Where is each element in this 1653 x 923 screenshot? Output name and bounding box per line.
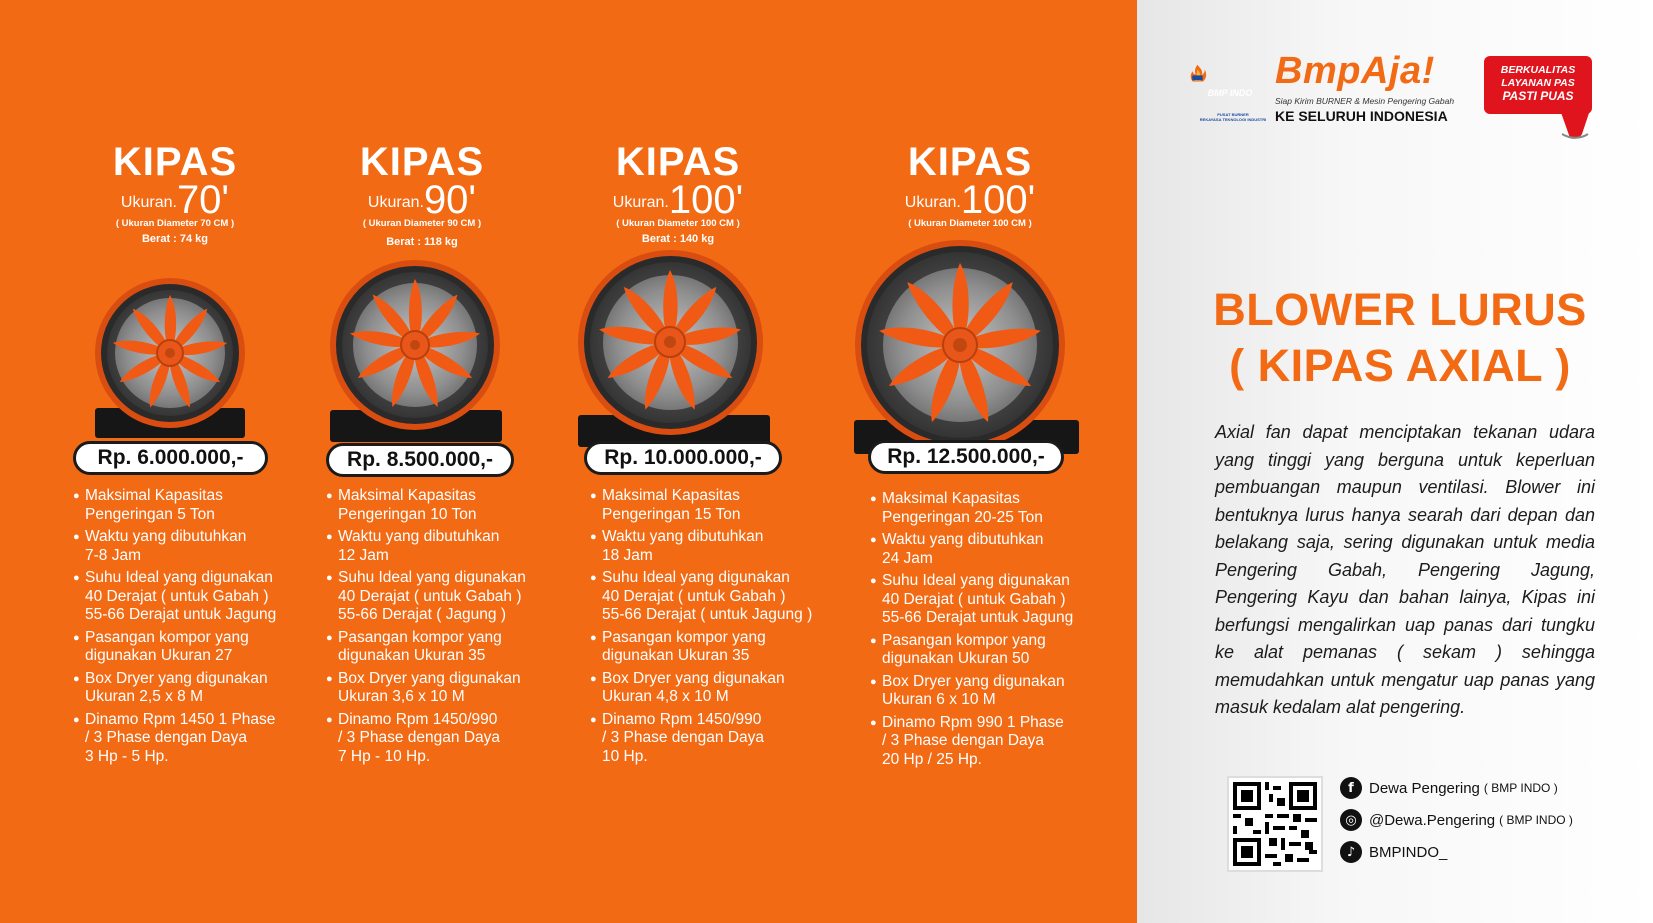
product-description: Axial fan dapat menciptakan tekanan udara yang tinggi yang berguna untuk keperluan pembuangan maupun ventilasi. Blower ini bentuknya lurus hanya searah dari depan dan belakang saja, sering digunakan untuk media Pengering Gabah, Pengering Jagung, Pengering Kayu dan bahan lainya, Kipas ini berfungsi mengalirkan uap panas dari tungku ke alat pemanas ( sekam ) sehingga memudahkan untuk mengatur uap panas yang masuk kedalam alat pengering. [1215,422,1595,717]
social-note: ( BMP INDO ) [1499,813,1573,827]
spec-item: ● Pasangan kompor yang digunakan Ukuran 35 [326,629,576,666]
brand-subline: KE SELURUH INDONESIA [1275,108,1448,124]
product-diameter: ( Ukuran Diameter 100 CM ) [908,218,1032,229]
spec-list [870,490,1120,773]
fan-blades-icon [90,278,250,428]
social-tiktok[interactable] [1340,840,1447,864]
spec-item: ● Pasangan kompor yang digunakan Ukuran 27 [73,629,323,666]
axial-fan-image [90,278,250,448]
spec-item: ● Waktu yang dibutuhkan 24 Jam [870,531,1120,568]
product-diameter: ( Ukuran Diameter 100 CM ) [616,218,740,229]
spec-item: ● Dinamo Rpm 1450 1 Phase / 3 Phase dengan Daya 3 Hp - 5 Hp. [73,711,323,767]
product-weight: Berat : 74 kg [141,233,209,245]
qr-code-icon[interactable] [1227,776,1323,872]
product-card-100 [548,0,813,923]
spec-item: ● Box Dryer yang digunakan Ukuran 4,8 x 10 M [590,670,850,707]
fan-blades-icon [325,260,505,430]
social-facebook[interactable] [1340,776,1558,800]
spec-item: ● Pasangan kompor yang digunakan Ukuran 50 [870,632,1120,669]
social-instagram[interactable] [1340,808,1573,832]
size-prefix: Ukuran. [120,194,177,211]
instagram-icon: ◎ [1340,809,1362,831]
product-card-70 [45,0,305,923]
badge-line-1: BERKUALITAS [1500,64,1576,76]
headline-line-2: ( KIPAS AXIAL ) [1229,340,1571,391]
product-size [840,178,1100,223]
brand-tagline: Siap Kirim BURNER & Mesin Pengering Gabah [1275,96,1455,106]
social-note: ( BMP INDO ) [1483,781,1558,795]
product-title: KIPAS [359,140,485,184]
social-handle: @Dewa.Pengering [1369,811,1496,829]
spec-item: ● Dinamo Rpm 1450/990 / 3 Phase dengan Daya 10 Hp. [590,711,850,767]
facebook-icon: f [1340,777,1362,799]
product-size [45,178,305,223]
product-card-100-large [840,0,1100,923]
product-title: KIPAS [615,140,741,184]
spec-list [590,487,850,770]
spec-item: ● Waktu yang dibutuhkan 12 Jam [326,528,576,565]
spec-item: ● Maksimal Kapasitas Pengeringan 15 Ton [590,487,850,524]
spec-item: ● Maksimal Kapasitas Pengeringan 20-25 Ton [870,490,1120,527]
spec-item: ● Box Dryer yang digunakan Ukuran 3,6 x 10 M [326,670,576,707]
size-prefix: Ukuran. [612,194,669,211]
product-weight: Berat : 118 kg [386,236,458,248]
product-size [292,178,552,223]
spec-list [326,487,576,770]
spec-item: ● Dinamo Rpm 990 1 Phase / 3 Phase dengan Daya 20 Hp / 25 Hp. [870,714,1120,770]
size-prefix: Ukuran. [367,194,424,211]
badge-tail-icon [1552,104,1592,140]
price-tag: Rp. 10.000.000,- [584,441,782,475]
product-weight: Berat : 140 kg [641,233,715,245]
spec-item: ● Dinamo Rpm 1450/990 / 3 Phase dengan Daya 7 Hp - 10 Hp. [326,711,576,767]
logo-text: BMP INDO [1207,88,1253,98]
size-prefix: Ukuran. [904,194,961,211]
product-diameter: ( Ukuran Diameter 90 CM ) [362,218,482,229]
product-diameter: ( Ukuran Diameter 70 CM ) [115,218,235,229]
spec-item: ● Suhu Ideal yang digunakan 40 Derajat ( untuk Gabah ) 55-66 Derajat untuk Jagung [73,569,323,625]
fan-blades-icon [852,240,1068,450]
social-handle: BMPINDO_ [1369,843,1448,861]
size-value: 70' [176,178,230,222]
spec-item: ● Box Dryer yang digunakan Ukuran 2,5 x 8 M [73,670,323,707]
size-value: 100' [668,178,744,222]
fan-blades-icon [573,250,768,435]
axial-fan-image [325,260,505,450]
spec-item: ● Box Dryer yang digunakan Ukuran 6 x 10 M [870,673,1120,710]
spec-item: ● Maksimal Kapasitas Pengeringan 10 Ton [326,487,576,524]
bmp-flame-logo-icon [1190,25,1270,125]
spec-item: ● Waktu yang dibutuhkan 7-8 Jam [73,528,323,565]
social-handle: Dewa Pengering [1369,779,1480,797]
badge-line-3: PASTI PUAS [1502,89,1574,103]
price-tag: Rp. 6.000.000,- [73,441,268,475]
spec-item: ● Maksimal Kapasitas Pengeringan 5 Ton [73,487,323,524]
headline-line-1: BLOWER LURUS [1213,284,1587,335]
spec-item: ● Suhu Ideal yang digunakan 40 Derajat ( untuk Gabah ) 55-66 Derajat ( untuk Jagung ) [590,569,850,625]
brand-name: BmpAja! [1275,50,1435,92]
size-value: 90' [423,178,477,222]
badge-line-2: LAYANAN PAS [1501,77,1575,89]
price-tag: Rp. 8.500.000,- [326,443,514,477]
tiktok-icon: ♪ [1340,841,1362,863]
product-title: KIPAS [112,140,238,184]
product-card-90 [292,0,552,923]
spec-item: ● Waktu yang dibutuhkan 18 Jam [590,528,850,565]
price-tag: Rp. 12.500.000,- [868,440,1064,474]
logo-subtext: PUSAT BURNER REKAYASA TEKNOLOGI INDUSTRI [1199,112,1267,122]
axial-fan-image [852,240,1077,455]
size-value: 100' [960,178,1036,222]
spec-list [73,487,323,770]
product-title: KIPAS [907,140,1033,184]
spec-item: ● Suhu Ideal yang digunakan 40 Derajat ( untuk Gabah ) 55-66 Derajat ( Jagung ) [326,569,576,625]
spec-item: ● Pasangan kompor yang digunakan Ukuran 35 [590,629,850,666]
product-size [548,178,808,223]
spec-item: ● Suhu Ideal yang digunakan 40 Derajat ( untuk Gabah ) 55-66 Derajat untuk Jagung [870,572,1120,628]
axial-fan-image [573,250,773,450]
